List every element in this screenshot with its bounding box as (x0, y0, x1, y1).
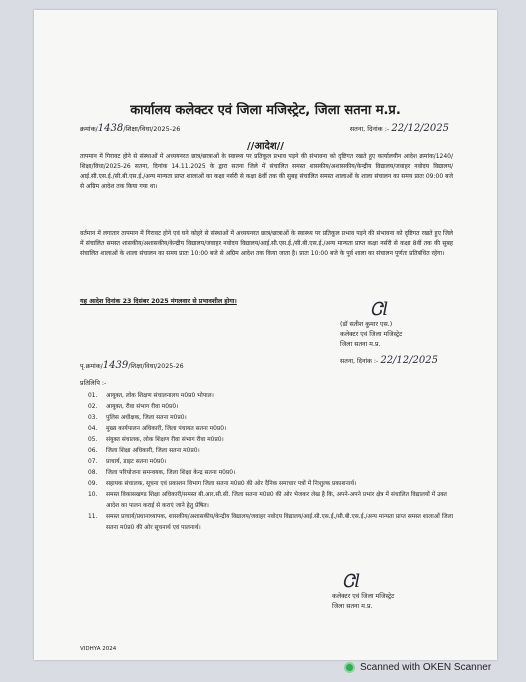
office-title: कार्यालय कलेक्टर एवं जिला मजिस्ट्रेट, जिला सतना म.प्र. (130, 103, 401, 118)
endorsement-number (80, 360, 184, 371)
signatory-district: जिला सतना म.प्र. (332, 603, 373, 610)
reference-number (80, 123, 180, 134)
reference-date (350, 123, 449, 134)
signature-mark: Ꮳl (342, 571, 361, 592)
reference-date-handwritten: 22/12/2025 (391, 123, 449, 134)
signature-mark: Ꮳl (370, 299, 389, 320)
scanner-badge-text: Scanned with OKEN Scanner (360, 662, 492, 673)
signatory-designation: कलेक्टर एवं जिला मजिस्ट्रेट (332, 593, 395, 600)
list-item: 03. पुलिस अधीक्षक, जिला सतना म0प्र0। (88, 415, 187, 421)
list-item: 11. समस्त प्राचार्य/प्रधानाध्यापक, शासकीय/अशासकीय/केन्द्रीय विद्यालय/जवाहर नवोदय विद्यालय/आई.सी.एस.ई./सी.बी.एस.ई./अन्य मान्यता प्राप्त समस्त शालाओं जिला सतना म0प्र0 की ओर सूचनार्थ एवं पालनार्थ। (88, 514, 454, 531)
list-item: 06. जिला शिक्षा अधिकारी, जिला सतना म0प्र0। (88, 448, 200, 454)
list-item: 07. प्राचार्य, डाइट सतना म0प्र0। (88, 459, 167, 465)
list-item: 09. सहायक संचालक, सूचना एवं प्रकाशन विभाग जिला सतना म0प्र0 की ओर दैनिक समाचार पत्रों में निःशुल्क प्रकाशनार्थ। (88, 481, 357, 487)
order-paragraph-2: वर्तमान में लगातार तापमान में गिरावट होने एवं घने कोहरे से संस्थाओं में अध्ययनरत छात्र/छात्राओं के स्वास्थ्य पर प्रतिकूल प्रभाव पड़ने की संभावना को दृष्टिगत रखते हुए जिले में संचालित समस्त शासकीय/अशासकीय/केन्द्रीय विद्यालय/जवाहर नवोदय विद्यालय/आई.सी.एस.ई./सी.बी.एस.ई./अन्य मान्यता प्राप्त कक्षा नर्सरी से कक्षा 8वीं तक की सुबह संचालित शालाओं के शाला संचालन का समय प्रातः 10:00 बजे से अग्रिम आदेश तक किया जाता है। प्रातः 10:00 बजे के पूर्व शाला का संचालन पूर्णतः प्रतिबंधित रहेगा। (80, 230, 453, 257)
endorsement-date (340, 356, 460, 367)
copies-list (88, 391, 458, 534)
endorsement-date-label: सतना, दिनांक :- (340, 358, 379, 365)
reference-prefix: क्रमांक/ (80, 125, 98, 133)
endorsement-number-handwritten: 1439 (102, 360, 129, 371)
list-item: 10. समस्त विकासखण्ड शिक्षा अधिकारी/समस्त बी.आर.सी.सी. जिला सतना म0प्र0 की ओर भेजकर लेख है कि, अपने-अपने प्रभार क्षेत्र में संचालित विद्यालयों में उक्त आदेश का पालन कराई से कराएं जाने हेतु प्रेषित। (88, 492, 447, 509)
list-item: 02. आयुक्त, रीवा संभाग रीवा म0प्र0। (88, 404, 179, 410)
endorsement-date-handwritten: 22/12/2025 (380, 355, 438, 366)
reference-number-handwritten: 1438 (97, 123, 124, 134)
signatory-designation: कलेक्टर एवं जिला मजिस्ट्रेट (340, 331, 403, 338)
scanner-watermark (344, 662, 491, 673)
signature-block-1 (340, 300, 460, 367)
endorsement-suffix: /शिक्षा/विधा/2025-26 (128, 363, 184, 370)
reference-line (80, 123, 449, 134)
scanner-logo-icon (344, 662, 355, 673)
signatory-name: (डॉ सतीश कुमार एस.) (340, 321, 393, 328)
list-item: 08. जिला परियोजना समन्वयक, जिला शिक्षा केन्द्र सतना म0प्र0। (88, 470, 236, 476)
effective-date-line: यह आदेश दिनांक 23 दिसंबर 2025 मंगलवार से प्रभावशील होगा। (80, 298, 237, 305)
order-heading: //आदेश// (247, 141, 284, 152)
endorsement-prefix: पृ.क्रमांक/ (80, 363, 103, 370)
footer-note: VIDHYA 2024 (80, 646, 117, 652)
signatory-district: जिला सतना म.प्र. (340, 341, 381, 348)
list-item: 05. संयुक्त संचालक, लोक शिक्षण रीवा संभाग रीवा म0प्र0। (88, 437, 224, 443)
reference-date-label: सतना, दिनांक :- (349, 125, 390, 133)
signature-block-2 (332, 572, 452, 612)
list-item: 01. आयुक्त, लोक शिक्षण संचालनालय म0प्र0 भोपाल। (88, 393, 214, 399)
order-paragraph-1: तापमान में गिरावट होने से संस्थाओं में अध्ययनरत छात्र/छात्राओं के स्वास्थ्य पर प्रतिकूल प्रभाव पड़ने की संभावना को दृष्टिगत रखते हुए कार्यालयीन आदेश क्रमांक/1240/शिक्षा/विधा/2025-26 सतना, दिनांक 14.11.2025 के द्वारा सतना जिले में संचालित समस्त शासकीय/अशासकीय/केन्द्रीय विद्यालय/जवाहर नवोदय विद्यालय/आई.सी.एस.ई./सी.बी.एस.ई./अन्य मान्यता प्राप्त शालाओं का कक्षा नर्सरी से कक्षा 8वीं तक की सुबह संचालित समस्त शालाओं के शाला संचालन का समय प्रातः 09:00 बजे से अग्रिम आदेश तक किया गया था। (80, 153, 453, 190)
list-item: 04. मुख्य कार्यपालन अधिकारी, जिला पंचायत सतना म0प्र0। (88, 426, 227, 432)
reference-suffix: /शिक्षा/विधा/2025-26 (123, 125, 181, 133)
document-page (34, 10, 497, 660)
copies-label: प्रतिलिपि :- (80, 380, 107, 387)
